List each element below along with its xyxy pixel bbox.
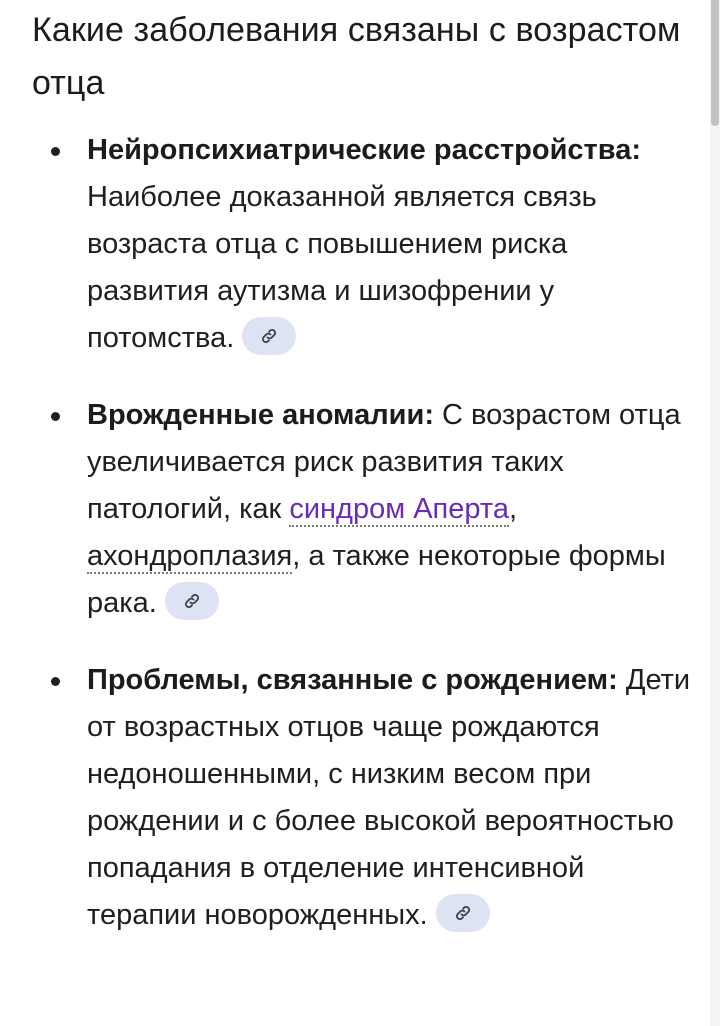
scrollbar[interactable]: [710, 0, 720, 1026]
item-title: Проблемы, связанные с рождением:: [87, 664, 618, 696]
list-item: [32, 392, 696, 627]
item-text: Дети от возрастных отцов чаще рождаются недоношенными, с низким весом при рождении и с более высокой вероятностью попадания в отделение интенсивной терапии новорожденных.: [87, 664, 691, 931]
source-link-button[interactable]: [165, 582, 219, 620]
source-link-button[interactable]: [242, 317, 296, 355]
list-item: [32, 127, 696, 362]
section-title: Какие заболевания связаны с возрастом отца: [32, 11, 681, 102]
apert-syndrome-link[interactable]: синдром Аперта: [289, 493, 509, 525]
achondroplasia-term[interactable]: ахондроплазия: [87, 540, 293, 572]
bullet-dot: [51, 412, 60, 421]
item-title: Нейропсихиатрические расстройства:: [87, 134, 641, 166]
item-title: Врожденные аномалии:: [87, 399, 434, 431]
scrollbar-thumb[interactable]: [711, 0, 719, 126]
bullet-list: [32, 127, 696, 939]
separator-text: ,: [508, 493, 518, 525]
bullet-dot: [51, 147, 60, 156]
answer-content: [32, 0, 696, 969]
link-icon: [454, 904, 472, 922]
link-icon: [260, 327, 278, 345]
link-icon: [183, 592, 201, 610]
list-item: [32, 657, 696, 939]
item-text: Наиболее доказанной является связь возраста отца с повышением риска развития аутизма и шизофрении у потомства.: [87, 181, 597, 354]
bullet-dot: [51, 677, 60, 686]
item-text-after: , а также некоторые формы рака.: [87, 540, 666, 619]
item-text: С возрастом отца увеличивается риск развития таких патологий, как: [87, 399, 681, 525]
source-link-button[interactable]: [436, 894, 490, 932]
